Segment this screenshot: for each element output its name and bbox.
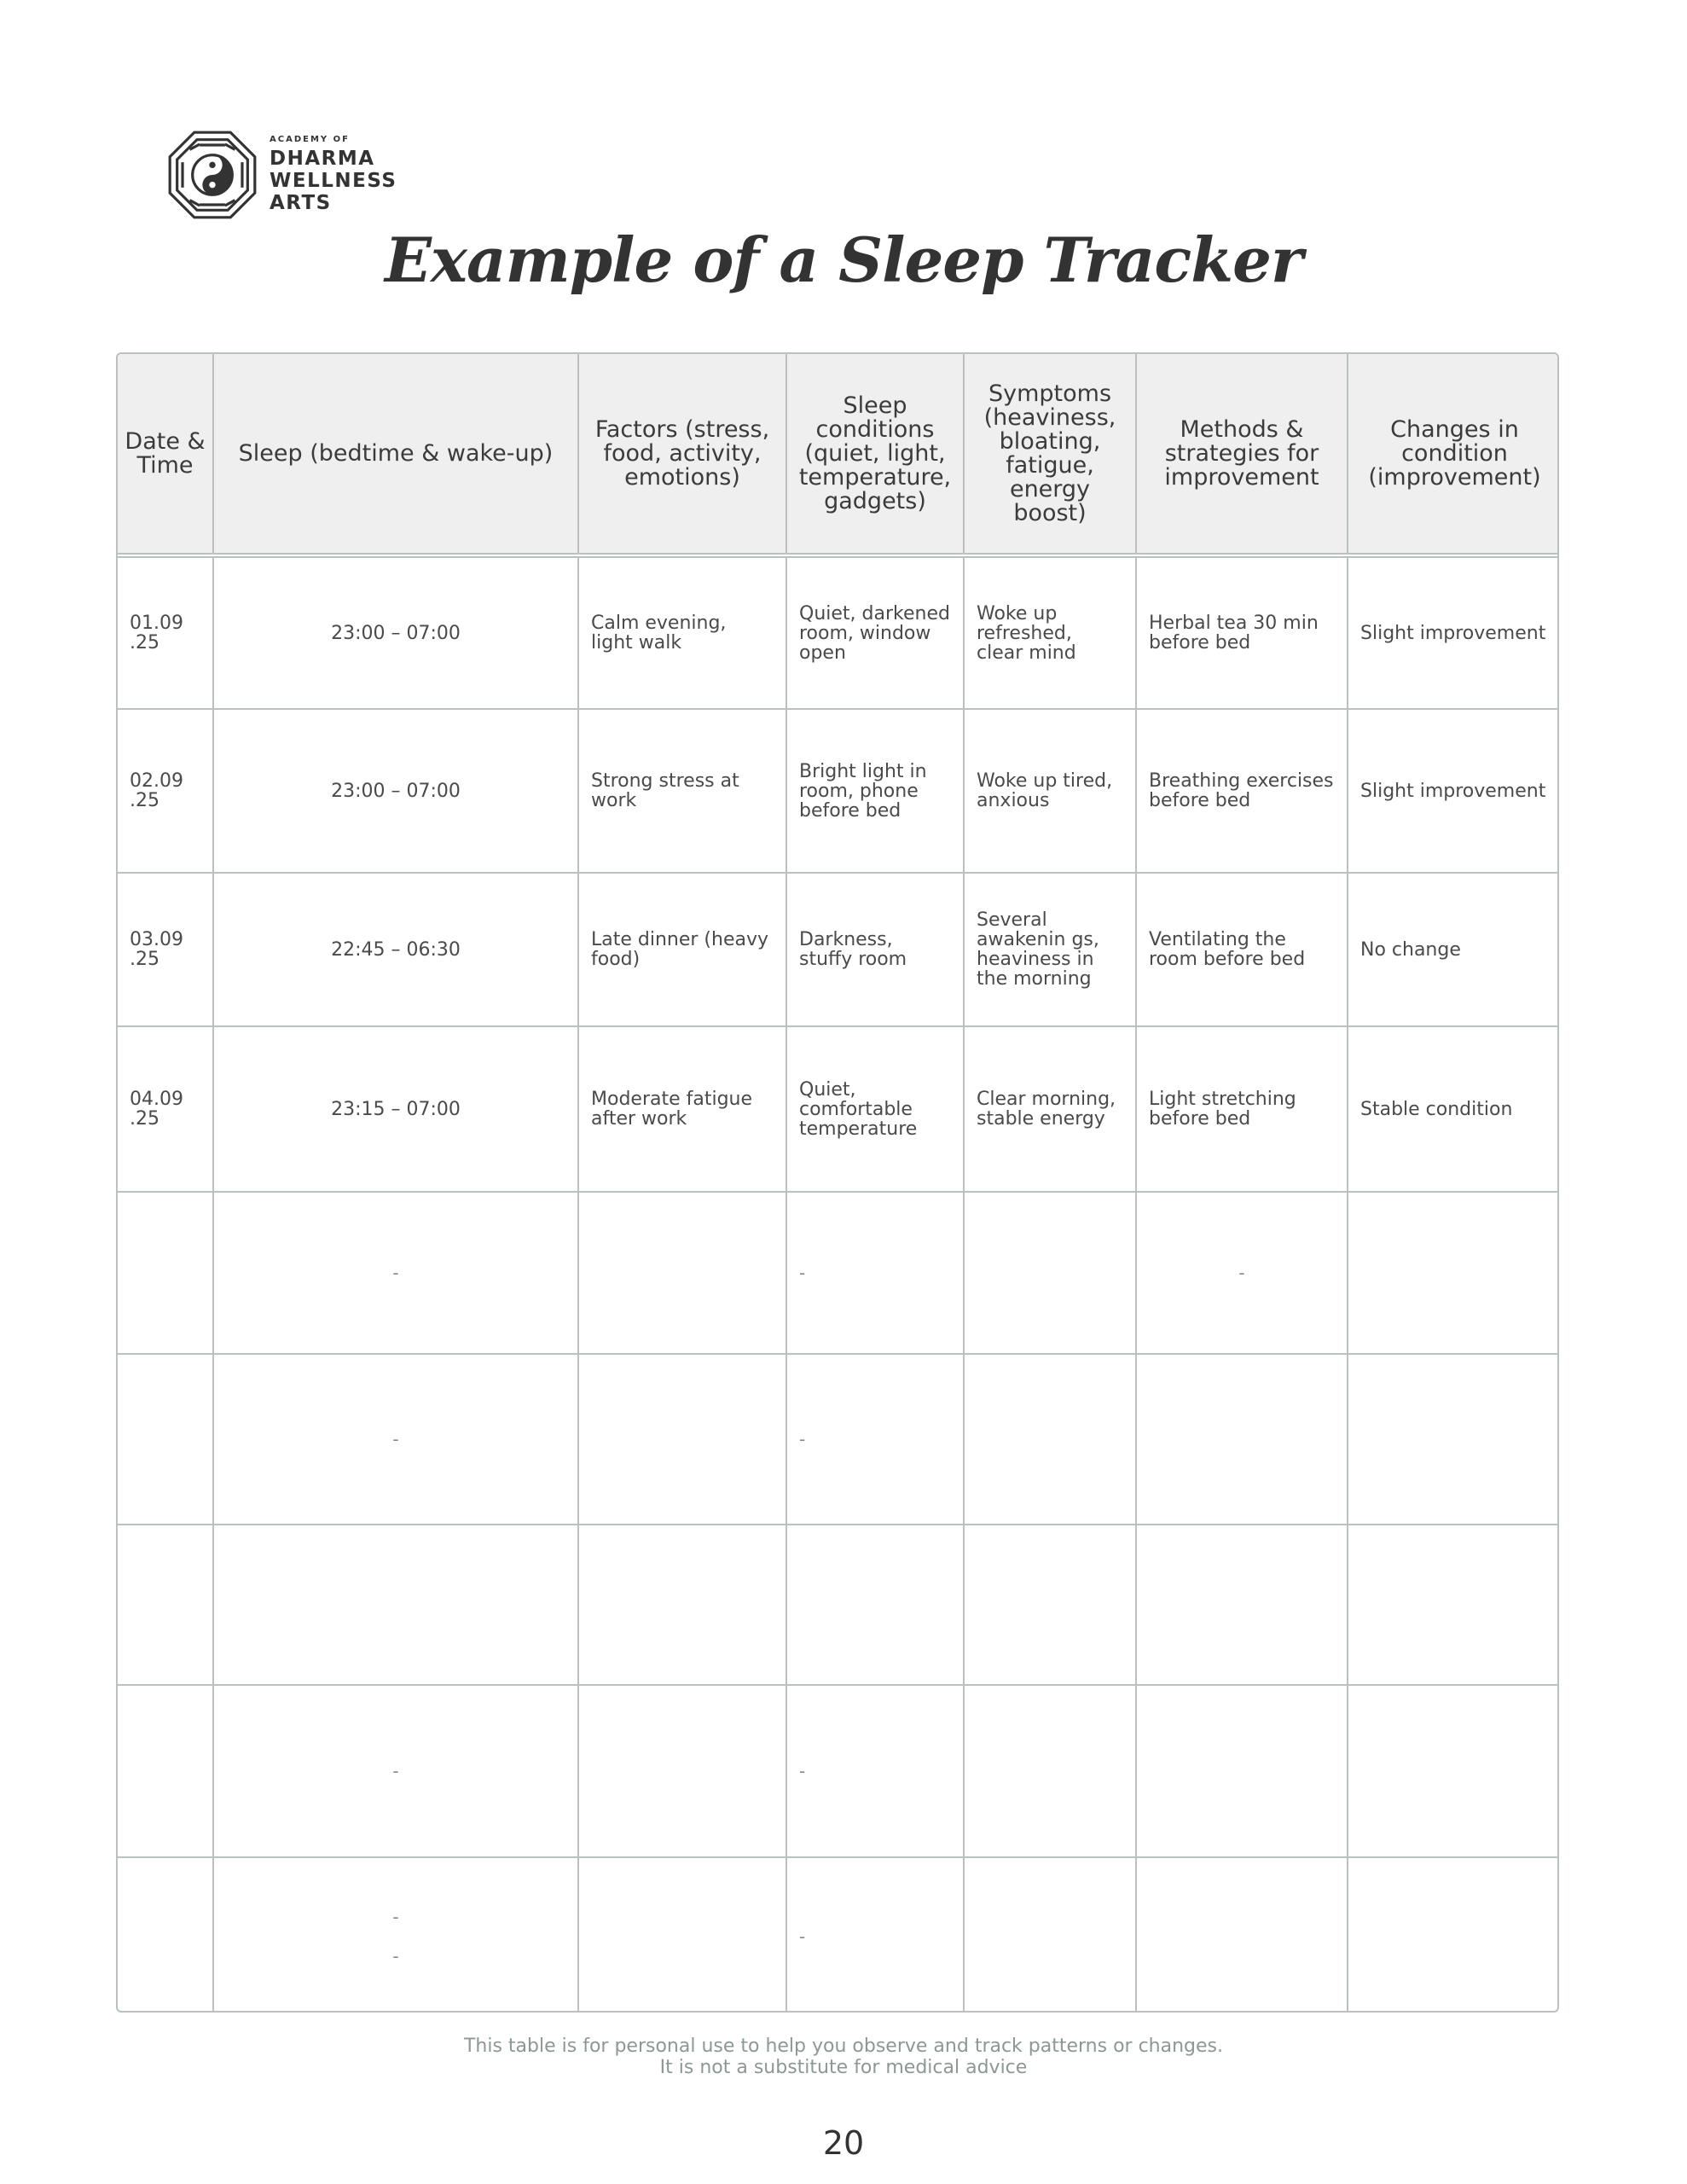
cell-methods: Ventilating the room before bed [1136,873,1348,1026]
empty-cell [1136,1192,1348,1354]
cell-symptoms: Woke up tired, anxious [964,709,1136,873]
empty-cell [118,1354,213,1525]
header-factors: Factors (stress, food, activity, emotions) [578,354,786,554]
empty-cell [1348,1525,1559,1685]
placeholder-dash: - [799,1760,806,1781]
empty-cell [578,1354,786,1525]
cell-symptoms: Several awakenin gs, heaviness in the morning [964,873,1136,1026]
cell-sleep: 23:00 – 07:00 [213,709,578,873]
empty-cell [578,1192,786,1354]
empty-cell [1136,1525,1348,1685]
placeholder-dash: - [799,1926,806,1947]
empty-cell [118,1857,213,2013]
placeholder-dash: - [392,1428,399,1449]
cell-conditions: Quiet, darkened room, window open [786,557,964,709]
cell-conditions: Darkness, stuffy room [786,873,964,1026]
bagua-yin-yang-icon [167,130,258,220]
empty-cell [1136,1857,1348,2013]
empty-cell [964,1685,1136,1857]
empty-cell [213,1525,578,1685]
header-symptoms: Symptoms (heaviness, bloating, fatigue, energy boost) [964,354,1136,554]
cell-date: 02.09 .25 [118,709,213,873]
cell-changes: Slight improvement [1348,709,1559,873]
cell-symptoms: Clear morning, stable energy [964,1026,1136,1192]
empty-cell [786,1192,964,1354]
placeholder-dash: - [392,1946,399,1966]
empty-table-row [118,1192,1559,1354]
cell-methods: Herbal tea 30 min before bed [1136,557,1348,709]
cell-conditions: Bright light in room, phone before bed [786,709,964,873]
empty-cell [1136,1685,1348,1857]
cell-factors: Calm evening, light walk [578,557,786,709]
sleep-tracker-table [116,352,1559,2013]
table-header-row [118,354,1559,554]
empty-cell [1348,1685,1559,1857]
disclaimer-footnote [0,2036,1687,2078]
disclaimer-line-2: It is not a substitute for medical advice [659,2057,1028,2078]
empty-cell [213,1354,578,1525]
cell-changes: No change [1348,873,1559,1026]
cell-sleep: 22:45 – 06:30 [213,873,578,1026]
cell-sleep: 23:15 – 07:00 [213,1026,578,1192]
empty-cell [118,1192,213,1354]
empty-cell [964,1354,1136,1525]
empty-table-row [118,1685,1559,1857]
cell-date: 04.09 .25 [118,1026,213,1192]
logo-word-wellness: WELLNESS [270,170,397,192]
header-changes: Changes in condition (improvement) [1348,354,1559,554]
placeholder-dash: - [392,1760,399,1781]
table-row [118,557,1559,709]
header-sleep: Sleep (bedtime & wake-up) [213,354,578,554]
cell-factors: Strong stress at work [578,709,786,873]
logo-word-arts: ARTS [270,192,332,214]
table-row [118,709,1559,873]
empty-cell [213,1857,578,2013]
disclaimer-line-1: This table is for personal use to help you observe and track patterns or changes. [463,2036,1224,2057]
empty-cell [786,1685,964,1857]
cell-changes: Slight improvement [1348,557,1559,709]
cell-factors: Late dinner (heavy food) [578,873,786,1026]
empty-cell [964,1857,1136,2013]
empty-cell [578,1857,786,2013]
empty-cell [786,1525,964,1685]
placeholder-dash: - [799,1428,806,1449]
empty-table-row [118,1857,1559,2013]
cell-conditions: Quiet, comfortable temperature [786,1026,964,1192]
placeholder-dash: - [799,1262,806,1283]
empty-cell [213,1685,578,1857]
page-number: 20 [822,2124,865,2162]
header-methods: Methods & strategies for improvement [1136,354,1348,554]
empty-cell [1348,1192,1559,1354]
cell-date: 03.09 .25 [118,873,213,1026]
empty-cell [1348,1857,1559,2013]
cell-sleep: 23:00 – 07:00 [213,557,578,709]
header-date-time: Date & Time [118,354,213,554]
empty-cell [213,1192,578,1354]
academy-logo [167,130,397,220]
page-title: Example of a Sleep Tracker [385,224,1302,296]
empty-cell [964,1192,1136,1354]
empty-cell [578,1685,786,1857]
empty-table-row [118,1525,1559,1685]
empty-cell [964,1525,1136,1685]
table-row [118,873,1559,1026]
placeholder-dash: - [1238,1262,1245,1283]
empty-cell [1136,1354,1348,1525]
cell-methods: Light stretching before bed [1136,1026,1348,1192]
empty-cell [786,1857,964,2013]
cell-factors: Moderate fatigue after work [578,1026,786,1192]
empty-cell [786,1354,964,1525]
cell-changes: Stable condition [1348,1026,1559,1192]
placeholder-dash: - [392,1262,399,1283]
empty-cell [578,1525,786,1685]
logo-prefix: ACADEMY OF [270,135,350,144]
logo-word-dharma: DHARMA [270,148,375,170]
header-sleep-conditions: Sleep conditions (quiet, light, temperature, gadgets) [786,354,964,554]
cell-date: 01.09 .25 [118,557,213,709]
empty-cell [118,1525,213,1685]
cell-methods: Breathing exercises before bed [1136,709,1348,873]
empty-cell [1348,1354,1559,1525]
placeholder-dash: - [392,1907,399,1927]
empty-table-row [118,1354,1559,1525]
empty-cell [118,1685,213,1857]
cell-symptoms: Woke up refreshed, clear mind [964,557,1136,709]
table-row [118,1026,1559,1192]
